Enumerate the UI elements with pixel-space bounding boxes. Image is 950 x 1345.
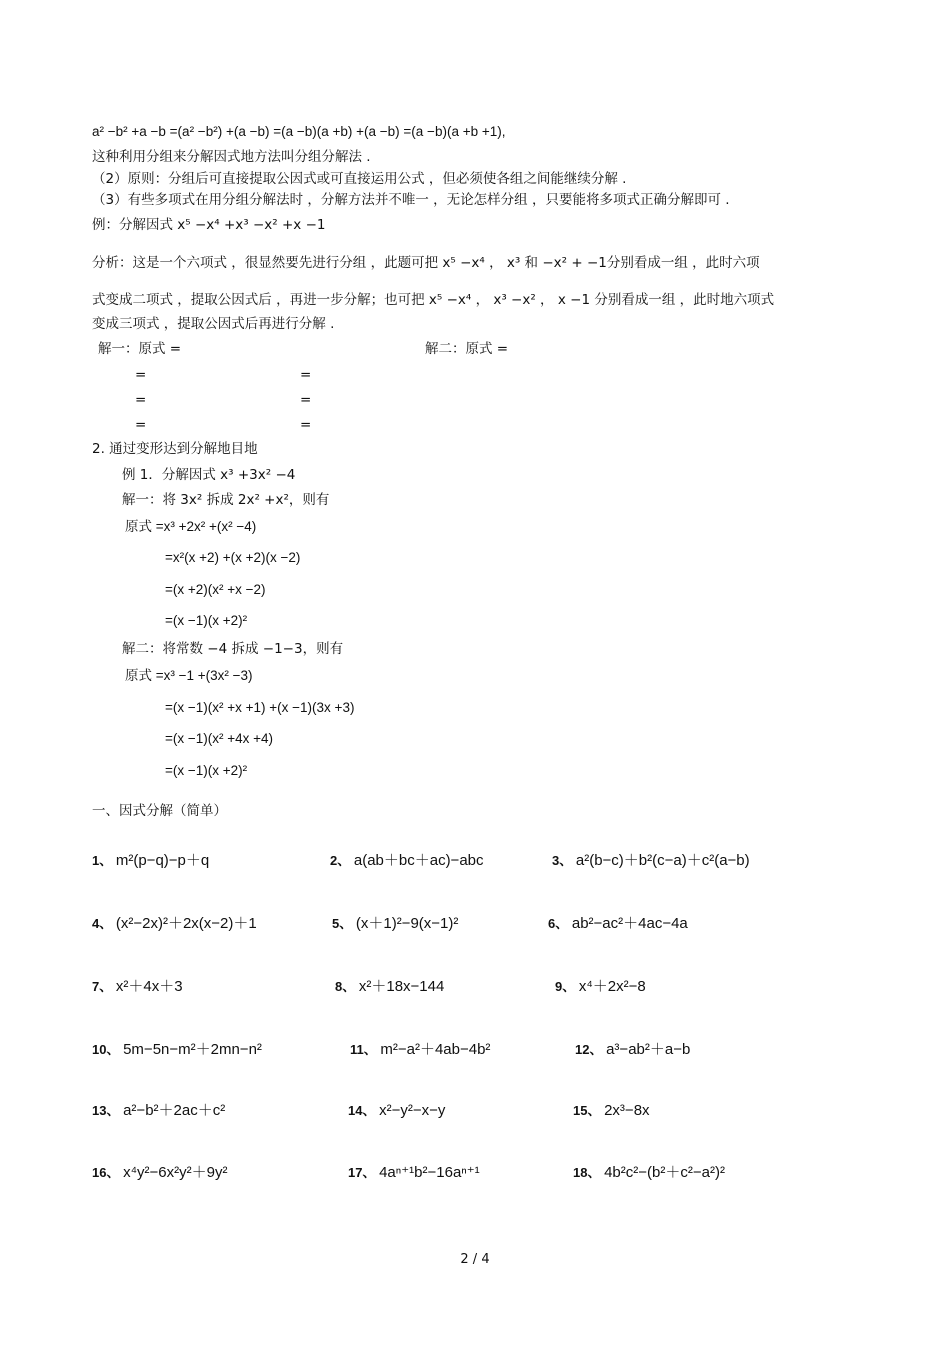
problem-expression: m²−a²＋4ab−4b² [380, 1041, 491, 1058]
problem-number: 7 [92, 979, 100, 994]
problem-expression: x²＋4x＋3 [115, 978, 183, 995]
problem-14: 14、 x²−y²−x−y [348, 1102, 446, 1119]
problem-11: 11、 m²−a²＋4ab−4b² [350, 1041, 491, 1058]
solution-two-label: 解二：原式 = [425, 341, 509, 357]
problem-expression: a³−ab²＋a−b [606, 1041, 691, 1058]
problem-expression: a²−b²＋2ac＋c² [123, 1102, 226, 1119]
solution-1-step: =(x +2)(x² +x −2) [165, 582, 266, 597]
problem-expression: x⁴＋2x²−8 [578, 978, 646, 995]
problem-number: 3 [552, 853, 560, 868]
problem-number: 5 [332, 916, 340, 931]
problem-number: 6 [548, 916, 556, 931]
problem-number: 2 [330, 853, 338, 868]
problem-expression: ab²−ac²＋4ac−4a [571, 915, 688, 932]
problem-number: 17 [348, 1165, 363, 1180]
problem-9: 9、 x⁴＋2x²−8 [555, 978, 646, 995]
solution-one-eq: = [135, 367, 147, 383]
problem-13: 13、 a²−b²＋2ac＋c² [92, 1102, 226, 1119]
problem-8: 8、 x²＋18x−144 [335, 978, 445, 995]
problem-number: 9 [555, 979, 563, 994]
problem-18: 18、 4b²c²−(b²＋c²−a²)² [573, 1164, 725, 1181]
problem-2: 2、 a(ab＋bc＋ac)−abc [330, 852, 484, 869]
solution-1-step: =(x −1)(x +2)² [165, 613, 248, 628]
problem-number: 1 [92, 853, 100, 868]
problem-number: 11 [350, 1042, 364, 1057]
solution-1-step: =x²(x +2) +(x +2)(x −2) [165, 550, 301, 565]
solution-one-eq: = [135, 392, 147, 408]
problem-expression: 4aⁿ⁺¹b²−16aⁿ⁺¹ [379, 1164, 480, 1181]
problem-expression: x²＋18x−144 [358, 978, 445, 995]
problem-number: 18 [573, 1165, 588, 1180]
solution-one-label: 解一：原式 = [98, 341, 182, 357]
section-2-heading: 2. 通过变形达到分解地目地 [92, 441, 258, 457]
problem-expression: 2x³−8x [604, 1102, 650, 1119]
intro-line-definition: 这种利用分组来分解因式地方法叫分组分解法 . [92, 149, 371, 165]
problem-expression: a(ab＋bc＋ac)−abc [353, 852, 484, 869]
problem-6: 6、 ab²−ac²＋4ac−4a [548, 915, 688, 932]
problem-number: 8 [335, 979, 343, 994]
intro-line-note: （3）有些多项式在用分组分解法时 ，分解方法并不唯一 ，无论怎样分组 ，只要能将多项式正确分解即可 . [92, 192, 730, 208]
intro-line-principle: （2）原则：分组后可直接提取公因式或可直接运用公式 ，但必须使各组之间能继续分解 . [92, 171, 627, 187]
problem-17: 17、 4aⁿ⁺¹b²−16aⁿ⁺¹ [348, 1164, 480, 1181]
solution-two-eq: = [300, 417, 312, 433]
intro-formula: a² −b² +a −b =(a² −b²) +(a −b) =(a −b)(a +b) +(a −b) =(a −b)(a +b +1), [92, 124, 506, 139]
solution-1-intro: 解一：将 3x² 拆成 2x² +x²，则有 [122, 492, 330, 508]
problem-number: 10 [92, 1042, 107, 1057]
problem-15: 15、 2x³−8x [573, 1102, 650, 1119]
problem-16: 16、 x⁴y²−6x²y²＋9y² [92, 1164, 228, 1181]
problem-10: 10、 5m−5n−m²＋2mn−n² [92, 1041, 262, 1058]
problem-number: 15 [573, 1103, 588, 1118]
solution-1-step: 原式 =x³ +2x² +(x² −4) [125, 519, 257, 534]
problem-expression: 5m−5n−m²＋2mn−n² [123, 1041, 262, 1058]
solution-2-step: 原式 =x³ −1 +(3x² −3) [125, 668, 253, 683]
problem-1: 1、 m²(p−q)−p＋q [92, 852, 210, 869]
exercise-heading: 一、因式分解（简单） [92, 803, 227, 819]
analysis-line-3: 变成三项式 ，提取公因式后再进行分解 . [92, 316, 335, 332]
problem-5: 5、 (x＋1)²−9(x−1)² [332, 915, 459, 932]
problem-number: 16 [92, 1165, 107, 1180]
intro-line-example: 例：分解因式 x⁵ −x⁴ +x³ −x² +x −1 [92, 217, 326, 233]
example-1-title: 例 1．分解因式 x³ +3x² −4 [122, 467, 296, 483]
problem-number: 4 [92, 916, 100, 931]
problem-expression: m²(p−q)−p＋q [115, 852, 210, 869]
problem-number: 12 [575, 1042, 590, 1057]
problem-expression: (x²−2x)²＋2x(x−2)＋1 [115, 915, 257, 932]
problem-number: 14 [348, 1103, 363, 1118]
problem-expression: a²(b−c)＋b²(c−a)＋c²(a−b) [575, 852, 750, 869]
solution-2-step: =(x −1)(x +2)² [165, 763, 248, 778]
problem-4: 4、 (x²−2x)²＋2x(x−2)＋1 [92, 915, 257, 932]
solution-two-eq: = [300, 367, 312, 383]
solution-one-eq: = [135, 417, 147, 433]
analysis-line-1: 分析：这是一个六项式 ，很显然要先进行分组 ，此题可把 x⁵ −x⁴ ， x³ 和 −x² + −1分别看成一组 ，此时六项 [92, 255, 760, 271]
problem-number: 13 [92, 1103, 107, 1118]
solution-2-intro: 解二：将常数 −4 拆成 −1−3，则有 [122, 641, 344, 657]
analysis-line-2: 式变成二项式 ，提取公因式后 ，再进一步分解；也可把 x⁵ −x⁴ ， x³ −x² ， x −1 分别看成一组 ，此时地六项式 [92, 292, 775, 308]
problem-3: 3、 a²(b−c)＋b²(c−a)＋c²(a−b) [552, 852, 750, 869]
solution-2-step: =(x −1)(x² +4x +4) [165, 731, 274, 746]
problem-expression: (x＋1)²−9(x−1)² [355, 915, 459, 932]
problem-expression: 4b²c²−(b²＋c²−a²)² [604, 1164, 725, 1181]
problem-expression: x²−y²−x−y [379, 1102, 446, 1119]
problem-12: 12、 a³−ab²＋a−b [575, 1041, 691, 1058]
solution-2-step: =(x −1)(x² +x +1) +(x −1)(3x +3) [165, 700, 355, 715]
solution-two-eq: = [300, 392, 312, 408]
page-number: 2 / 4 [460, 1252, 490, 1267]
problem-7: 7、 x²＋4x＋3 [92, 978, 183, 995]
problem-expression: x⁴y²−6x²y²＋9y² [123, 1164, 228, 1181]
